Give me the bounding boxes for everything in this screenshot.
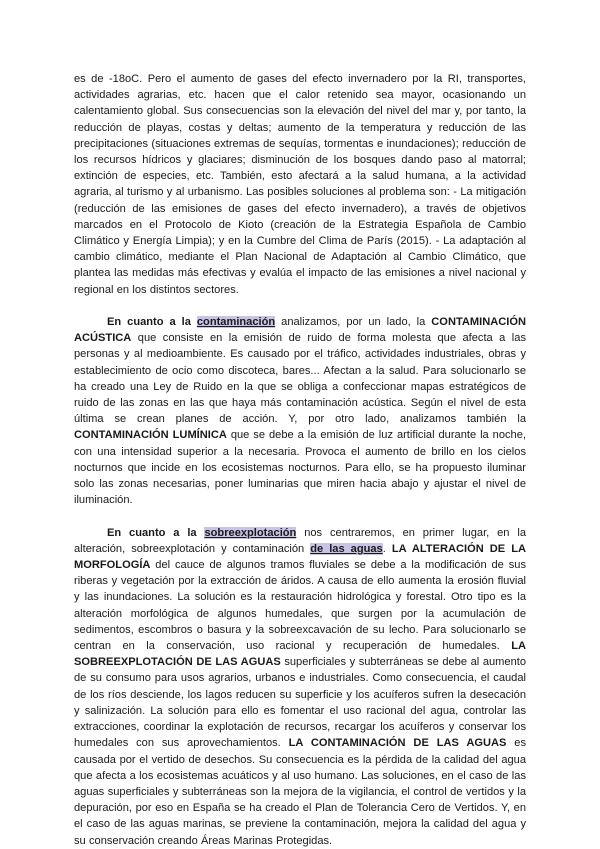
paragraph-text: .	[382, 542, 392, 555]
bold-term-alteracion-morfologia: LA ALTERACIÓN DE LA MORFOLOGÍA	[74, 542, 526, 572]
bold-term-luminica: CONTAMINACIÓN LUMÍNICA	[74, 429, 227, 442]
highlighted-term-de-las-aguas: de las aguas	[310, 542, 383, 555]
bold-term-acustica: CONTAMINACIÓN ACÚSTICA	[74, 316, 526, 345]
paragraph-overexploitation	[74, 525, 526, 849]
paragraph-contamination	[74, 314, 526, 508]
paragraph-lead: En cuanto a la	[107, 526, 197, 539]
paragraph-text: que se debe a la emisión de luz artificial durante la noche, con una intensidad superior a la necesaria. Provoca el aumento de brillo en los cielos nocturnos que incide en los ecosistemas nocturnos. Para ello, se ha propuesto iluminar solo las zonas necesarias, poner luminarias que miren hacia abajo y ajustar el nivel de iluminación.	[74, 429, 526, 507]
paragraph-text: que consiste en la emisión de ruido de forma molesta que afecta a las personas y al medioambiente. Es causado por el tráfico, actividades industriales, obras y establecimiento de ocio como discoteca, bares... Afectan a la salud. Para solucionarlo se ha creado una Ley de Ruido en la que se obliga a confeccionar mapas estratégicos de ruido de las zonas en las que haya más contaminación acústica. Según el nivel de esta última se crean planes de acción. Y, por otro lado, analizamos también la	[74, 332, 526, 426]
paragraph-text: es causada por el vertido de desechos. Su consecuencia es la pérdida de la calidad del agua que afecta a los ecosistemas acuáticos y al uso humano. Las soluciones, en el caso de las aguas superficiales y subterráneas son la mejora de la vigilancia, el control de vertidos y la depuración, por eso en España se ha creado el Plan de Tolerancia Cero de Vertidos. Y, en el caso de las aguas marinas, se previene la contaminación, mejora la calidad del agua y su conservación creando Áreas Marinas Protegidas.	[74, 737, 527, 847]
bold-term-sobreexplotacion-aguas: LA SOBREEXPLOTACIÓN DE LAS AGUAS	[74, 640, 526, 669]
highlighted-term-sobreexplotacion: sobreexplotación	[204, 526, 297, 539]
paragraph-lead: En cuanto a la	[107, 316, 191, 329]
paragraph-text: es de -18oC. Pero el aumento de gases del efecto invernadero por la RI, transportes, actividades agrarias, etc. hacen que el calor retenido sea mayor, ocasionando un calentamiento global. Sus consecuencias son la elevación del nivel del mar y, por tanto, la reducción de playas, costas y deltas; aumento de la temperatura y reducción de las precipitaciones (situaciones extremas de sequías, tormentas e inundaciones); reducción de los recursos hídricos y glaciares; disminución de los bosques dando paso al matorral; extinción de especies, etc. También, esto afectará a la salud humana, a la actividad agraria, al turismo y al urbanismo. Las posibles soluciones al problema son: - La mitigación (reducción de las emisiones de gases del efecto invernadero), a través de objetivos marcados en el Protocolo de Kioto (creación de la Estrategia Española de Cambio Climático y Energía Limpia); y en la Cumbre del Clima de París (2015). - La adaptación al cambio climático, mediante el Plan Nacional de Adaptación al Cambio Climático, que plantea las medidas más efectivas y evalúa el impacto de las emisiones a nivel nacional y regional en los distintos sectores.	[74, 73, 526, 296]
paragraph-text: superficiales y subterráneas se debe al aumento de su consumo para usos agrarios, urbanos e industriales. Como consecuencia, el caudal de los ríos desciende, los lagos reducen su superficie y los acuíferos sufren la desecación y salinización. La solución para ello es fomentar el uso racional del agua, controlar las extracciones, coordinar la explotación de recursos, recargar los acuíferos y conservar los humedales con sus aprovechamientos.	[74, 656, 526, 750]
paragraph-text: analizamos, por un lado, la	[275, 316, 432, 329]
highlighted-term-contaminacion: contaminación	[196, 316, 276, 329]
paragraph-text: del cauce de algunos tramos fluviales se debe a la modificación de sus riberas y vegetación por la extracción de áridos. A causa de ello aumenta la erosión fluvial y las inundaciones. La solución es la restauración hidrológica y forestal. Otro tipo es la alteración morfológica de algunos humedales, que surgen por la acumulación de sedimentos, escombros o basura y la sobreexcavación de su lecho. Para solucionarlo se centran en la conservación, uso racional y recuperación de humedales.	[74, 559, 526, 653]
bold-term-contaminacion-aguas: LA CONTAMINACIÓN DE LAS AGUAS	[288, 737, 507, 750]
paragraph-climate-change	[74, 71, 526, 298]
paragraph-text: nos centraremos, en primer lugar, en la alteración, sobreexplotación y contaminación	[74, 526, 526, 555]
